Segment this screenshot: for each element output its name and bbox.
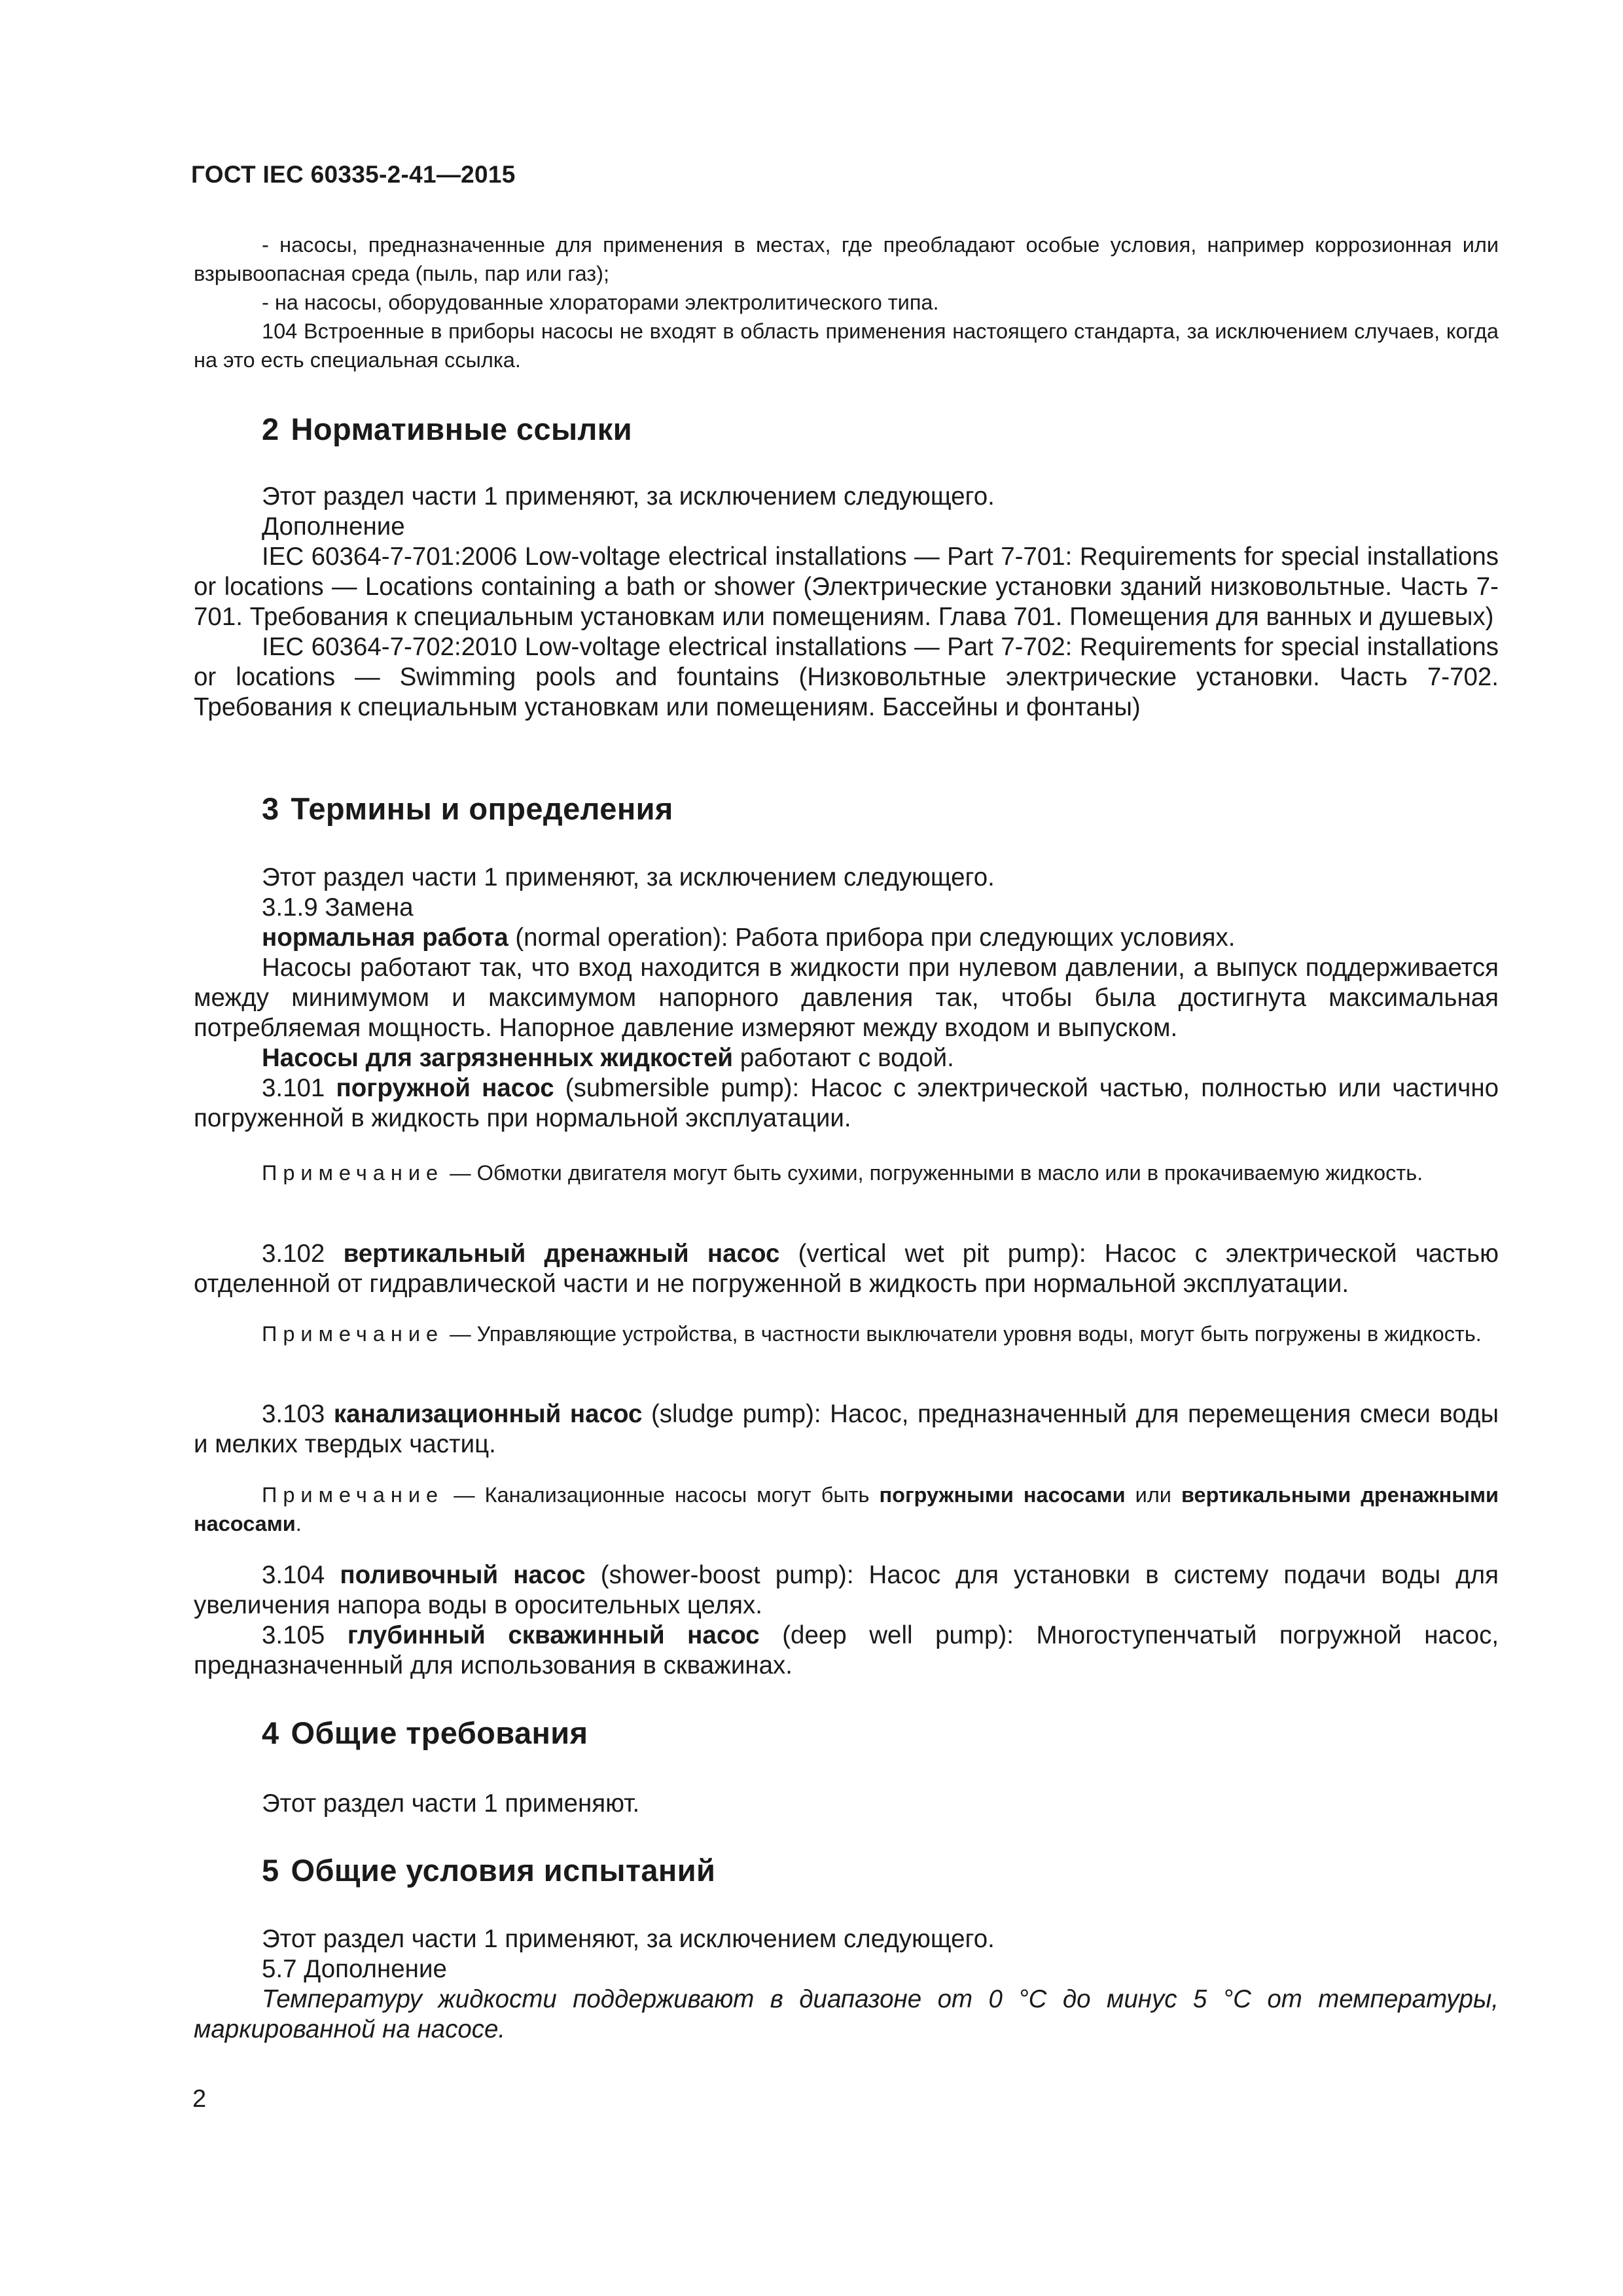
section-2-body (194, 482, 1499, 723)
term-submersible-pump: погружной насос (336, 1074, 554, 1102)
definition-text: (shower-boost pump): Насос для установки в систему подачи воды для увеличения напора воды в оросительных целях. (194, 1561, 1499, 1619)
section-4-body (194, 1789, 1499, 1819)
clause-5-7: 5.7 Дополнение (262, 1955, 447, 1983)
term-submersible-pumps: погружными насосами (879, 1483, 1126, 1507)
standard-code-header: ГОСТ IEC 60335-2-41—2015 (191, 161, 516, 188)
section-2-intro: Этот раздел части 1 применяют, за исключением следующего. (262, 482, 995, 511)
section-2-heading (262, 411, 632, 447)
clause-number: 3.102 (262, 1240, 344, 1268)
section-5-number: 5 (262, 1853, 279, 1888)
clause-number: 3.103 (262, 1400, 334, 1428)
section-2-number: 2 (262, 412, 279, 446)
note-label: Примечание (262, 1483, 444, 1507)
note-text: . (295, 1512, 302, 1535)
section-4-heading (262, 1715, 588, 1751)
definition-3-101 (194, 1073, 1499, 1134)
definition-3-104 (194, 1560, 1499, 1621)
section-4-text: Этот раздел части 1 применяют. (262, 1789, 640, 1818)
reference-iec-60364-7-701: IEC 60364-7-701:2006 Low-voltage electrical installations — Part 7-701: Requirements for special installations or locations — Locations containing a bath or shower (Электрические установки зданий низковольтные. Часть 7-701. Требования к специальным установкам или помещениям. Глава 701. Помещения для ванных и душевых) (194, 543, 1499, 631)
definition-text: (deep well pump): Многоступенчатый погружной насос, предназначенный для использования в скважинах. (194, 1621, 1499, 1679)
term-sludge-pump: канализационный насос (333, 1400, 643, 1428)
definition-3-102-block (194, 1239, 1499, 1299)
note-text: — Канализационные насосы могут быть (444, 1483, 880, 1507)
term-vertical-wet-pit-pumps: вертикальными дренажными насосами (194, 1483, 1499, 1535)
note-3 (194, 1480, 1499, 1538)
definitions-3-104-3-105 (194, 1560, 1499, 1681)
definition-3-102 (194, 1239, 1499, 1299)
term-vertical-wet-pit-pump: вертикальный дренажный насос (343, 1240, 780, 1268)
definition-3-105 (194, 1621, 1499, 1681)
clause-3-1-9: 3.1.9 Замена (262, 893, 414, 922)
note-text: или (1125, 1483, 1181, 1507)
term-shower-boost-pump: поливочный насос (340, 1561, 586, 1589)
section-3-body-a (194, 863, 1499, 1134)
definition-text: (sludge pump): Насос, предназначенный для перемещения смеси воды и мелких твердых частиц. (194, 1400, 1499, 1458)
section-2-title: Нормативные ссылки (291, 412, 632, 446)
definition-3-103-block (194, 1399, 1499, 1460)
page-number: 2 (192, 2085, 207, 2113)
section-5-heading (262, 1852, 715, 1888)
section-5-title: Общие условия испытаний (291, 1853, 716, 1888)
clause-number: 3.104 (262, 1561, 340, 1589)
term-dirty-liquid-pumps: Насосы для загрязненных жидкостей (262, 1044, 734, 1072)
note-text: — Управляющие устройства, в частности выключатели уровня воды, могут быть погружены в жидкость. (444, 1322, 1482, 1346)
intro-block (194, 230, 1499, 374)
definition-text: (vertical wet pit pump): Насос с электрической частью отделенной от гидравлической части и не погруженной в жидкость при нормальной эксплуатации. (194, 1240, 1499, 1298)
section-3-title: Термины и определения (291, 791, 673, 826)
section-3-heading (262, 791, 673, 827)
italic-requirement-text: Температуру жидкости поддерживают в диапазоне от 0 °С до минус 5 °С от температуры, маркированной на насосе. (194, 1985, 1499, 2043)
definition-3-103 (194, 1399, 1499, 1460)
section-3-number: 3 (262, 791, 279, 826)
section-5-intro: Этот раздел части 1 применяют, за исключением следующего. (262, 1925, 995, 1953)
clause-number: 3.101 (262, 1074, 336, 1102)
section-3-intro: Этот раздел части 1 применяют, за исключением следующего. (262, 863, 995, 891)
section-2-addition: Дополнение (262, 512, 405, 541)
section-4-title: Общие требования (291, 1715, 588, 1750)
note-2 (194, 1319, 1499, 1348)
temperature-requirement (194, 1984, 1499, 2045)
note-label: Примечание (262, 1161, 444, 1185)
section-5-body (194, 1924, 1499, 2045)
definition-normal-operation (194, 923, 1499, 953)
clause-104: 104 Встроенные в приборы насосы не входят в область применения настоящего стандарта, за исключением случаев, когда на это есть специальная ссылка. (194, 319, 1499, 372)
section-4-number: 4 (262, 1715, 279, 1750)
term-normal-operation: нормальная работа (262, 924, 508, 952)
intro-item-2: - на насосы, оборудованные хлораторами электролитического типа. (262, 291, 939, 314)
definition-text: (normal operation): Работа прибора при следующих условиях. (508, 924, 1236, 952)
note-text: — Обмотки двигателя могут быть сухими, погруженными в масло или в прокачиваемую жидкость. (444, 1161, 1423, 1185)
note-1 (194, 1158, 1499, 1187)
intro-item-1: - насосы, предназначенные для применения в местах, где преобладают особые условия, например коррозионная или взрывоопасная среда (пыль, пар или газ); (194, 233, 1499, 285)
definition-text: работают с водой. (733, 1044, 954, 1072)
note-label: Примечание (262, 1322, 444, 1346)
term-deep-well-pump: глубинный скважинный насос (347, 1621, 760, 1649)
pumps-operation-text: Насосы работают так, что вход находится в жидкости при нулевом давлении, а выпуск поддерживается между минимумом и максимумом напорного давления так, чтобы была достигнута максимальная потребляемая мощность. Напорное давление измеряют между входом и выпуском. (194, 954, 1499, 1042)
reference-iec-60364-7-702: IEC 60364-7-702:2010 Low-voltage electrical installations — Part 7-702: Requirements for special installations or locations — Swimming pools and fountains (Низковольтные электрические установки. Часть 7-702. Требования к специальным установкам или помещениям. Бассейны и фонтаны) (194, 633, 1499, 721)
clause-number: 3.105 (262, 1621, 348, 1649)
dirty-liquid-pumps (194, 1043, 1499, 1073)
definition-text: (submersible pump): Насос с электрической частью, полностью или частично погруженной в жидкость при нормальной эксплуатации. (194, 1074, 1499, 1132)
